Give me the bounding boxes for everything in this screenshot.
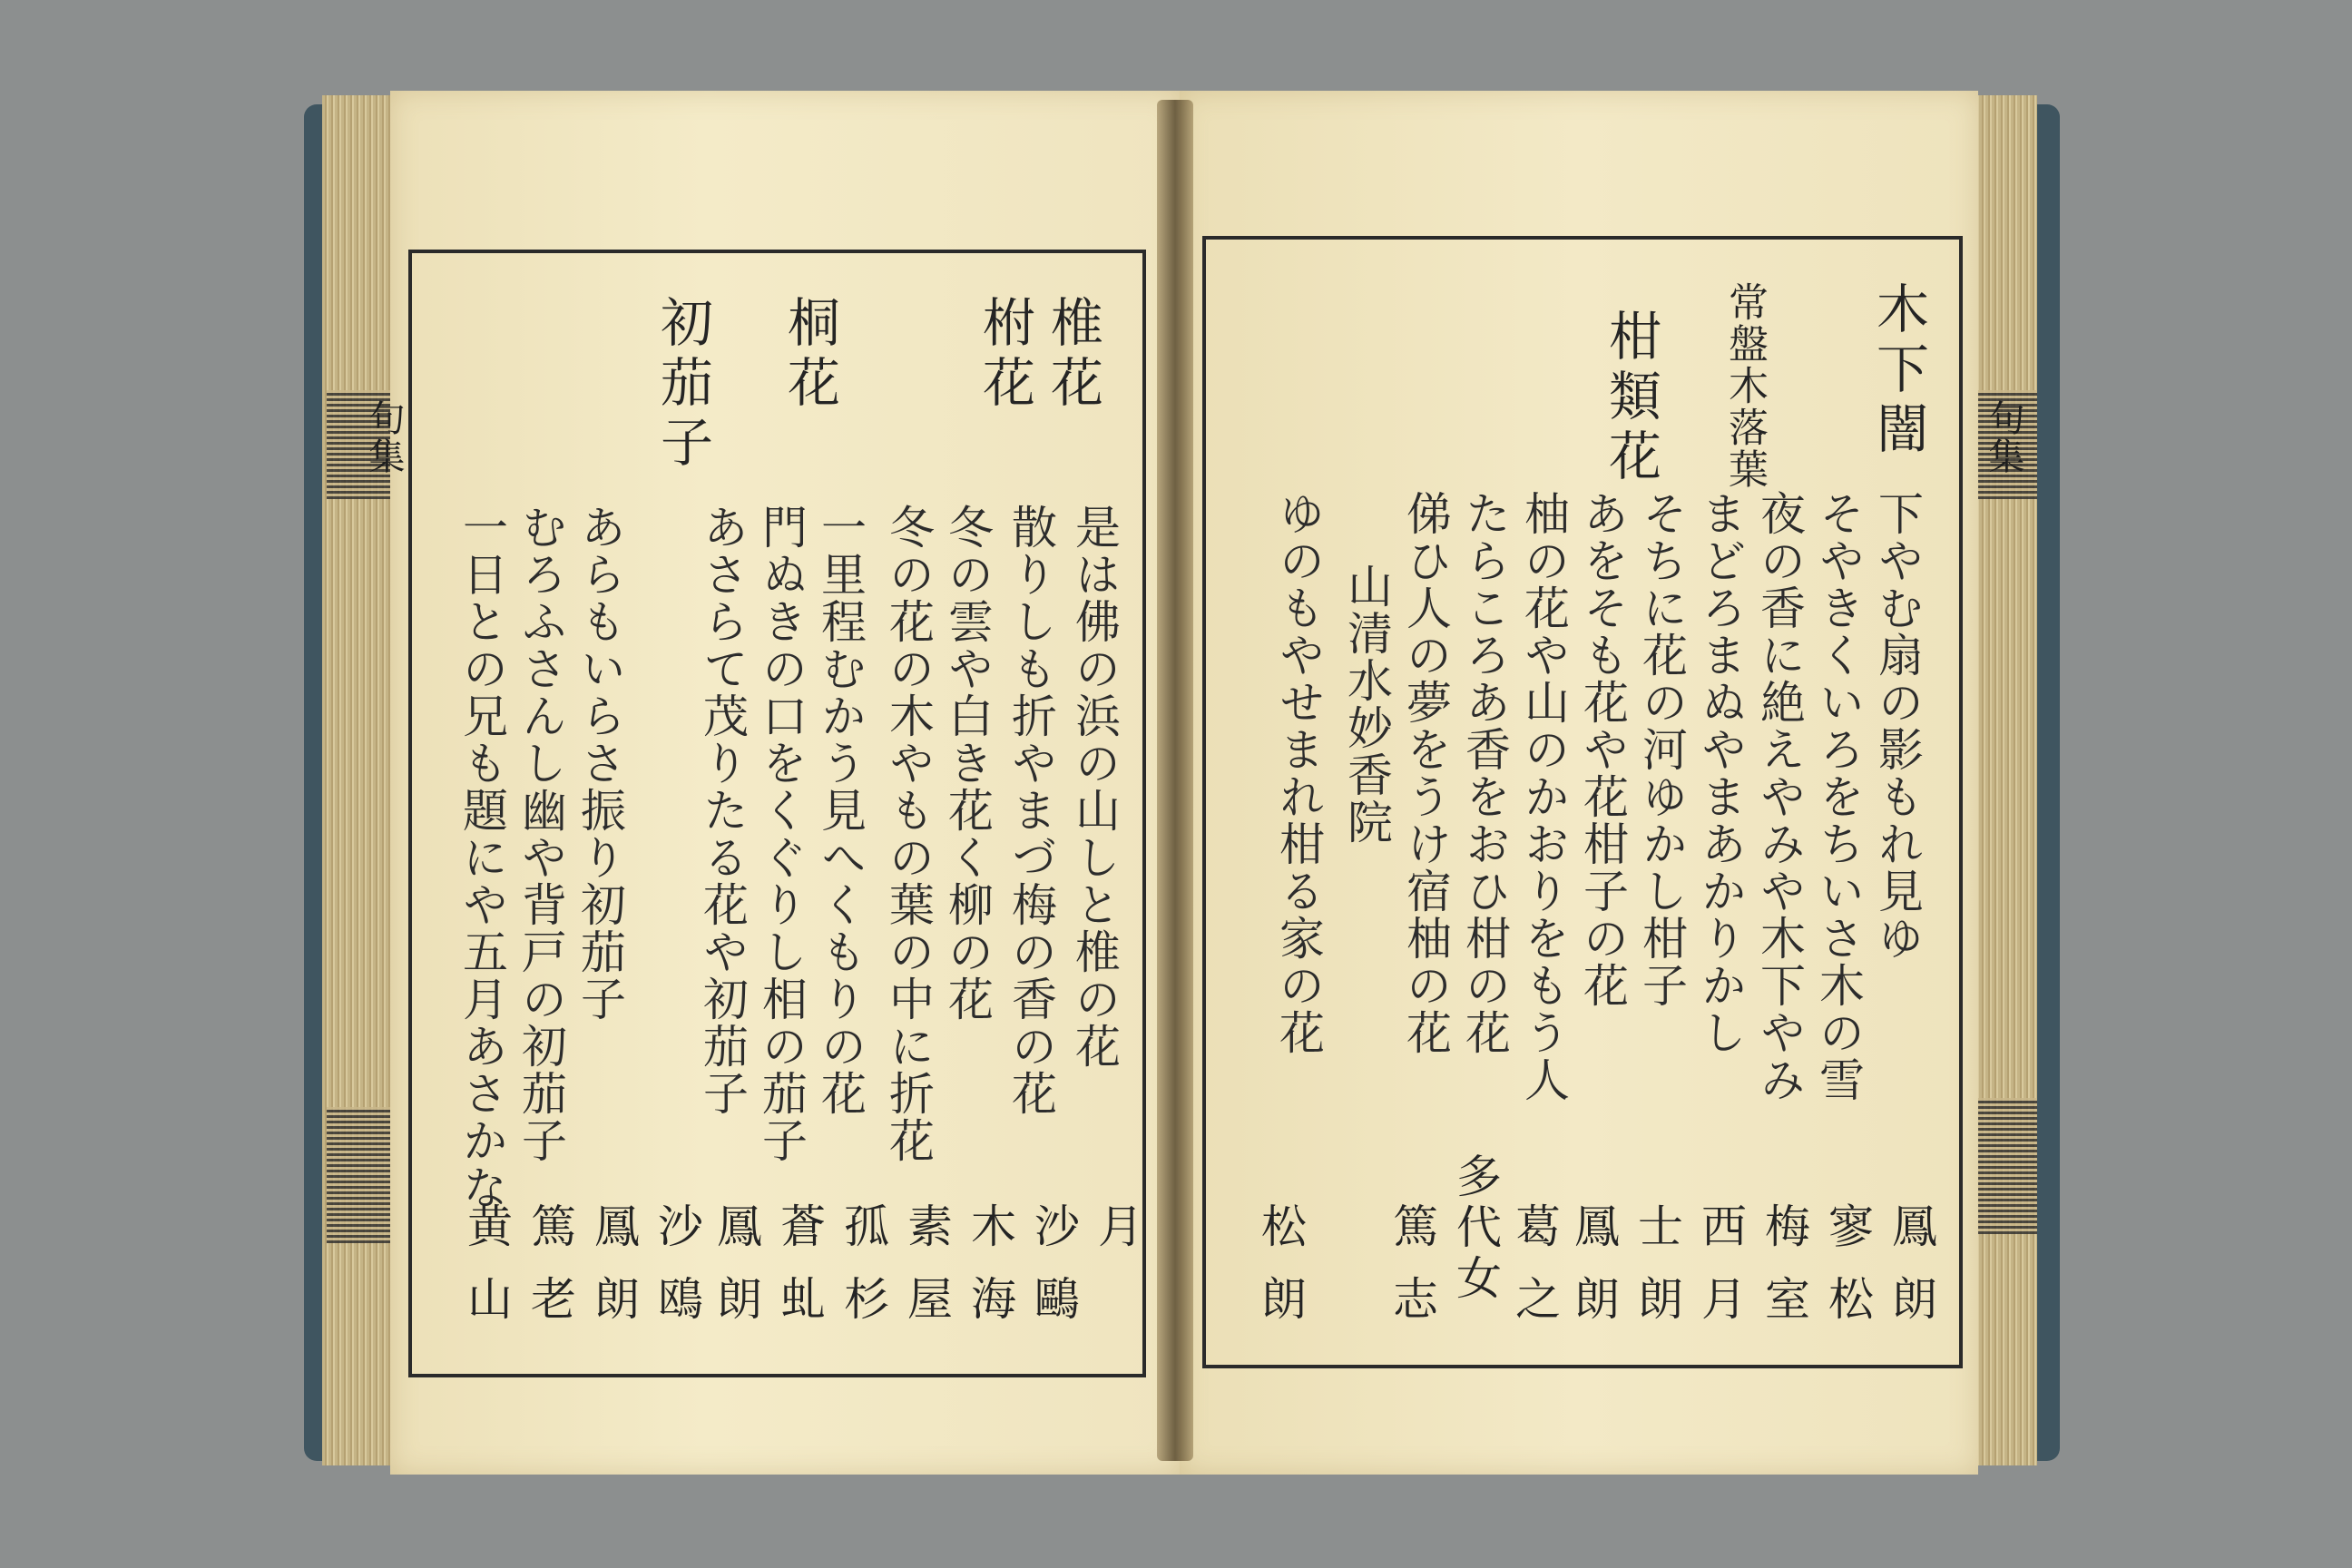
left-author-5: 孤杉 (837, 1202, 889, 1348)
right-verse-2: そやきくいろをちいさ木の雪 (1812, 490, 1865, 1103)
left-verse-7: あさらて茂りたる花や初茄子 (696, 504, 749, 1117)
right-heading-2: 柑類花 (1600, 309, 1661, 488)
left-heading-3: 桐花 (779, 295, 840, 415)
right-verse-9: 俤ひ人の夢をうけ宿柚の花 (1399, 490, 1452, 1056)
left-verse-1: 是は佛の浜の山しと椎の花 (1068, 504, 1121, 1070)
left-verse-6: 門ぬきの口をくぐりし相の茄子 (755, 504, 808, 1164)
left-heading-4: 初茄子 (652, 295, 713, 475)
right-heading-1: 常盤木落葉 (1721, 281, 1768, 490)
right-author-1: 鳳朗 (1885, 1202, 1937, 1348)
left-author-4: 素屋 (900, 1202, 953, 1348)
right-verse-8: たらころあ香をおひ柑の花 (1458, 490, 1511, 1056)
right-verse-7: 柚の花や山のかおりをもう人 (1517, 490, 1570, 1103)
right-author-10: 松朗 (1254, 1202, 1307, 1348)
right-author-2: 寥松 (1821, 1202, 1874, 1348)
left-author-10: 篤老 (524, 1202, 576, 1348)
left-author-6: 蒼虬 (773, 1202, 826, 1348)
left-author-9: 鳳朗 (587, 1202, 640, 1348)
right-section-title: 木下闇 (1867, 281, 1929, 461)
right-spine-title: 句集 (1983, 399, 2024, 475)
left-author-8: 沙鴎 (651, 1202, 703, 1348)
left-verse-9: むろふさんし幽や背戸の初茄子 (514, 504, 567, 1164)
left-heading-1: 椎花 (1042, 295, 1103, 415)
right-author-3: 梅室 (1758, 1202, 1810, 1348)
left-author-7: 鳳朗 (710, 1202, 762, 1348)
open-book (304, 91, 2060, 1475)
right-author-7: 葛之 (1508, 1202, 1561, 1348)
book-gutter (1157, 100, 1193, 1461)
right-author-5: 士朗 (1631, 1202, 1683, 1348)
left-heading-2: 柎花 (974, 295, 1035, 415)
right-verse-11: ゆのもやせまれ柑る家の花 (1272, 490, 1325, 1056)
left-spine-title: 句集 (363, 399, 405, 475)
left-author-3: 木海 (964, 1202, 1016, 1348)
left-verse-8: あらもいらさ振り初茄子 (573, 504, 626, 1023)
left-verse-10: 一日との兄も題にや五月あさかな (456, 504, 508, 1211)
left-verse-5: 一里程むかう見へくもりの花 (814, 504, 867, 1117)
right-verse-5: そちに花の河ゆかし柑子 (1635, 490, 1688, 1009)
right-verse-6: あをそも花や花柑子の花 (1576, 490, 1629, 1009)
left-author-1: 月 (1091, 1202, 1143, 1275)
right-verse-10: 山清水妙香院 (1340, 563, 1393, 846)
right-verse-4: まどろまぬやまあかりかし (1694, 490, 1747, 1056)
right-verse-3: 夜の香に絶えやみや木下やみ (1753, 490, 1806, 1103)
right-author-4: 西月 (1694, 1202, 1747, 1348)
left-author-11: 黄山 (460, 1202, 513, 1348)
right-author-6: 鳳朗 (1567, 1202, 1620, 1348)
right-author-9: 篤志 (1386, 1202, 1438, 1348)
left-verse-3: 冬の雲や白き花く柳の花 (941, 504, 994, 1023)
left-author-2: 沙鷗 (1027, 1202, 1080, 1348)
right-verse-1: 下やむ扇の影もれ見ゆ (1871, 490, 1924, 962)
left-verse-4: 冬の花の木やもの葉の中に折花 (882, 504, 935, 1164)
right-author-8: 多代女 (1449, 1152, 1502, 1305)
left-verse-2: 散りしも折やまづ梅の香の花 (1004, 504, 1057, 1117)
